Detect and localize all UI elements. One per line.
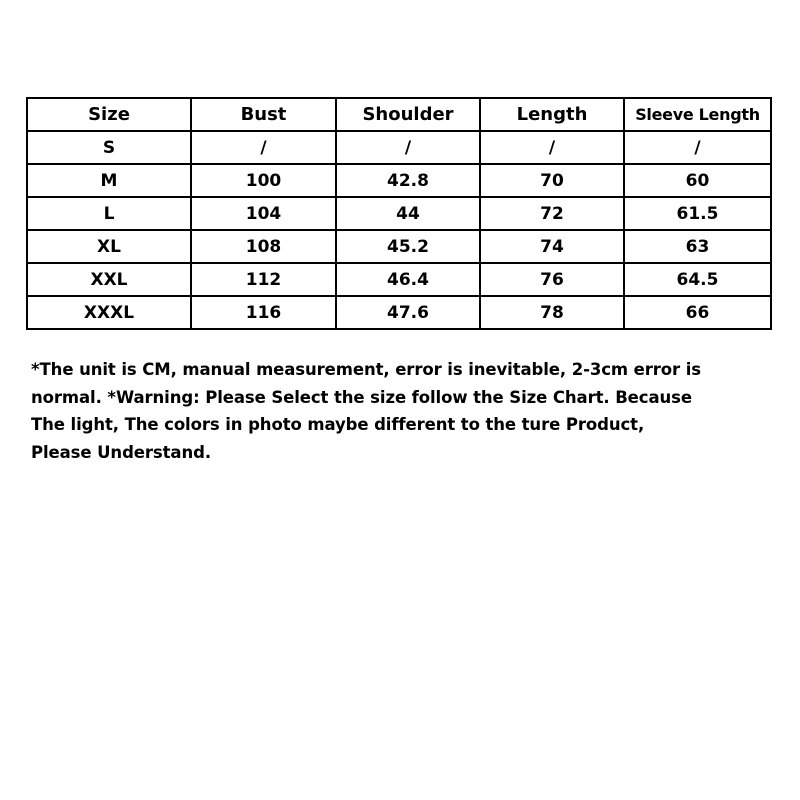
cell-shoulder: 42.8 <box>336 164 480 197</box>
cell-length: 74 <box>480 230 624 263</box>
header-bust: Bust <box>191 98 336 131</box>
cell-bust: 100 <box>191 164 336 197</box>
table-row <box>27 263 771 296</box>
table-row <box>27 197 771 230</box>
cell-sleeve-length: 66 <box>624 296 771 329</box>
header-sleeve-length: Sleeve Length <box>624 98 771 131</box>
cell-shoulder: 46.4 <box>336 263 480 296</box>
cell-sleeve-length: / <box>624 131 771 164</box>
cell-size: XL <box>27 230 191 263</box>
cell-size: L <box>27 197 191 230</box>
header-length: Length <box>480 98 624 131</box>
cell-sleeve-length: 64.5 <box>624 263 771 296</box>
cell-shoulder: 47.6 <box>336 296 480 329</box>
cell-bust: 116 <box>191 296 336 329</box>
cell-length: / <box>480 131 624 164</box>
table-header-row <box>27 98 771 131</box>
size-chart-table <box>26 97 772 330</box>
cell-shoulder: 44 <box>336 197 480 230</box>
measurement-note <box>31 356 776 466</box>
cell-length: 70 <box>480 164 624 197</box>
cell-length: 78 <box>480 296 624 329</box>
cell-size: XXXL <box>27 296 191 329</box>
cell-shoulder: 45.2 <box>336 230 480 263</box>
cell-bust: 112 <box>191 263 336 296</box>
table-row <box>27 131 771 164</box>
note-line: *The unit is CM, manual measurement, error is inevitable, 2-3cm error is <box>31 360 701 379</box>
header-shoulder: Shoulder <box>336 98 480 131</box>
cell-bust: 108 <box>191 230 336 263</box>
cell-bust: 104 <box>191 197 336 230</box>
cell-sleeve-length: 63 <box>624 230 771 263</box>
cell-shoulder: / <box>336 131 480 164</box>
cell-length: 72 <box>480 197 624 230</box>
header-size: Size <box>27 98 191 131</box>
cell-size: XXL <box>27 263 191 296</box>
note-line: Please Understand. <box>31 442 211 462</box>
note-line: The light, The colors in photo maybe different to the ture Product, <box>31 415 645 434</box>
cell-size: S <box>27 131 191 164</box>
cell-sleeve-length: 60 <box>624 164 771 197</box>
cell-size: M <box>27 164 191 197</box>
cell-length: 76 <box>480 263 624 296</box>
table-row <box>27 296 771 329</box>
note-line: normal. *Warning: Please Select the size follow the Size Chart. Because <box>31 387 692 407</box>
cell-sleeve-length: 61.5 <box>624 197 771 230</box>
table-row <box>27 164 771 197</box>
cell-bust: / <box>191 131 336 164</box>
table-row <box>27 230 771 263</box>
